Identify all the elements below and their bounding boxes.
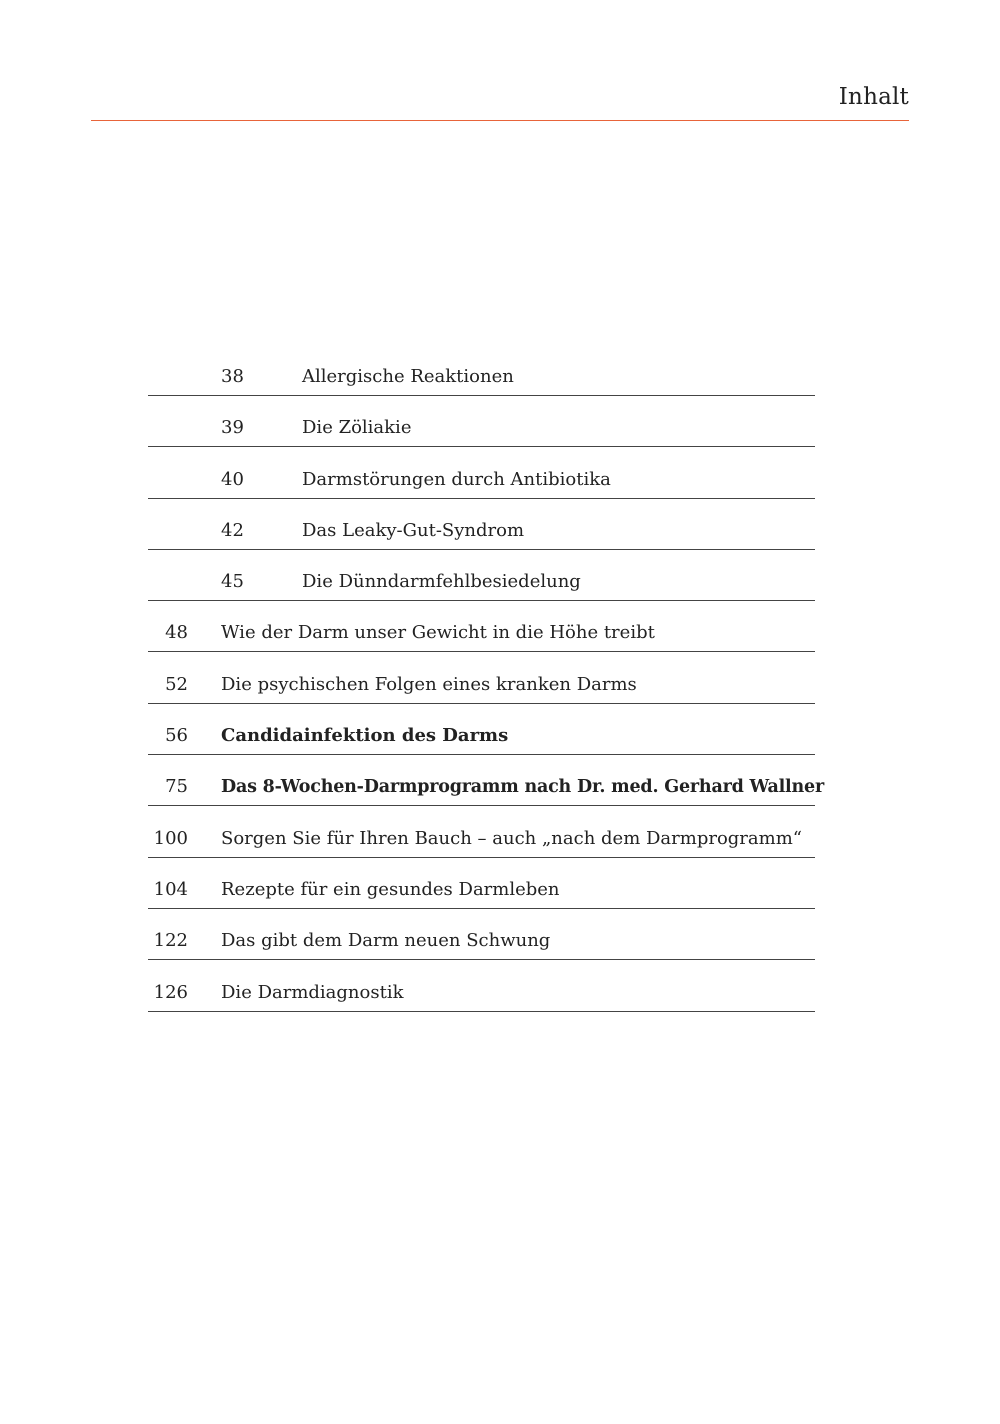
toc-entry[interactable] [148, 756, 824, 806]
toc-page-number: 122 [153, 930, 188, 952]
toc-entry[interactable] [148, 449, 815, 499]
toc-page-number: 75 [165, 776, 188, 798]
toc-page-number: 52 [165, 673, 188, 695]
toc-entry-title: Das gibt dem Darm neuen Schwung [221, 930, 551, 952]
toc-page-number: 48 [165, 622, 188, 644]
toc-page-number: 42 [221, 519, 244, 541]
toc-page-number: 56 [165, 725, 188, 747]
toc-page-number: 126 [153, 981, 188, 1003]
toc-entry-title: Die Darmdiagnostik [221, 981, 404, 1003]
toc-entry[interactable] [148, 654, 815, 704]
toc-entry[interactable] [148, 705, 815, 755]
toc-entry[interactable] [148, 859, 815, 909]
toc-entry[interactable] [148, 346, 815, 396]
page-title: Inhalt [838, 84, 909, 110]
toc-entry-title: Darmstörungen durch Antibiotika [302, 468, 611, 490]
toc-entry[interactable] [148, 602, 815, 652]
toc-page-number: 100 [153, 827, 188, 849]
toc-entry-title: Das Leaky-Gut-Syndrom [302, 519, 525, 541]
toc-page-number: 39 [221, 417, 244, 439]
header-divider [91, 120, 909, 121]
toc-entry-title: Rezepte für ein gesundes Darmleben [221, 878, 560, 900]
toc-entry-title: Candidainfektion des Darms [221, 725, 509, 747]
toc-entry[interactable] [148, 500, 815, 550]
toc-entry[interactable] [148, 962, 815, 1012]
toc-entry-title: Allergische Reaktionen [302, 366, 514, 387]
toc-entry[interactable] [148, 397, 815, 447]
toc-page-number: 40 [221, 468, 244, 490]
toc-page-number: 104 [153, 878, 188, 900]
table-of-contents [148, 346, 824, 1013]
toc-page-number: 38 [221, 366, 244, 387]
toc-entry-title: Die Dünndarmfehlbesiedelung [302, 571, 581, 593]
toc-entry-title: Die psychischen Folgen eines kranken Darms [221, 673, 637, 695]
toc-page-number: 45 [221, 571, 244, 593]
toc-entry[interactable] [148, 551, 815, 601]
toc-entry-title: Wie der Darm unser Gewicht in die Höhe treibt [221, 622, 655, 644]
toc-entry-title: Das 8-Wochen-Darmprogramm nach Dr. med. Gerhard Wallner [221, 777, 824, 798]
toc-entry[interactable] [148, 808, 815, 858]
toc-entry[interactable] [148, 910, 815, 960]
toc-entry-title: Sorgen Sie für Ihren Bauch – auch „nach dem Darmprogramm“ [221, 827, 802, 849]
toc-entry-title: Die Zöliakie [302, 417, 412, 439]
